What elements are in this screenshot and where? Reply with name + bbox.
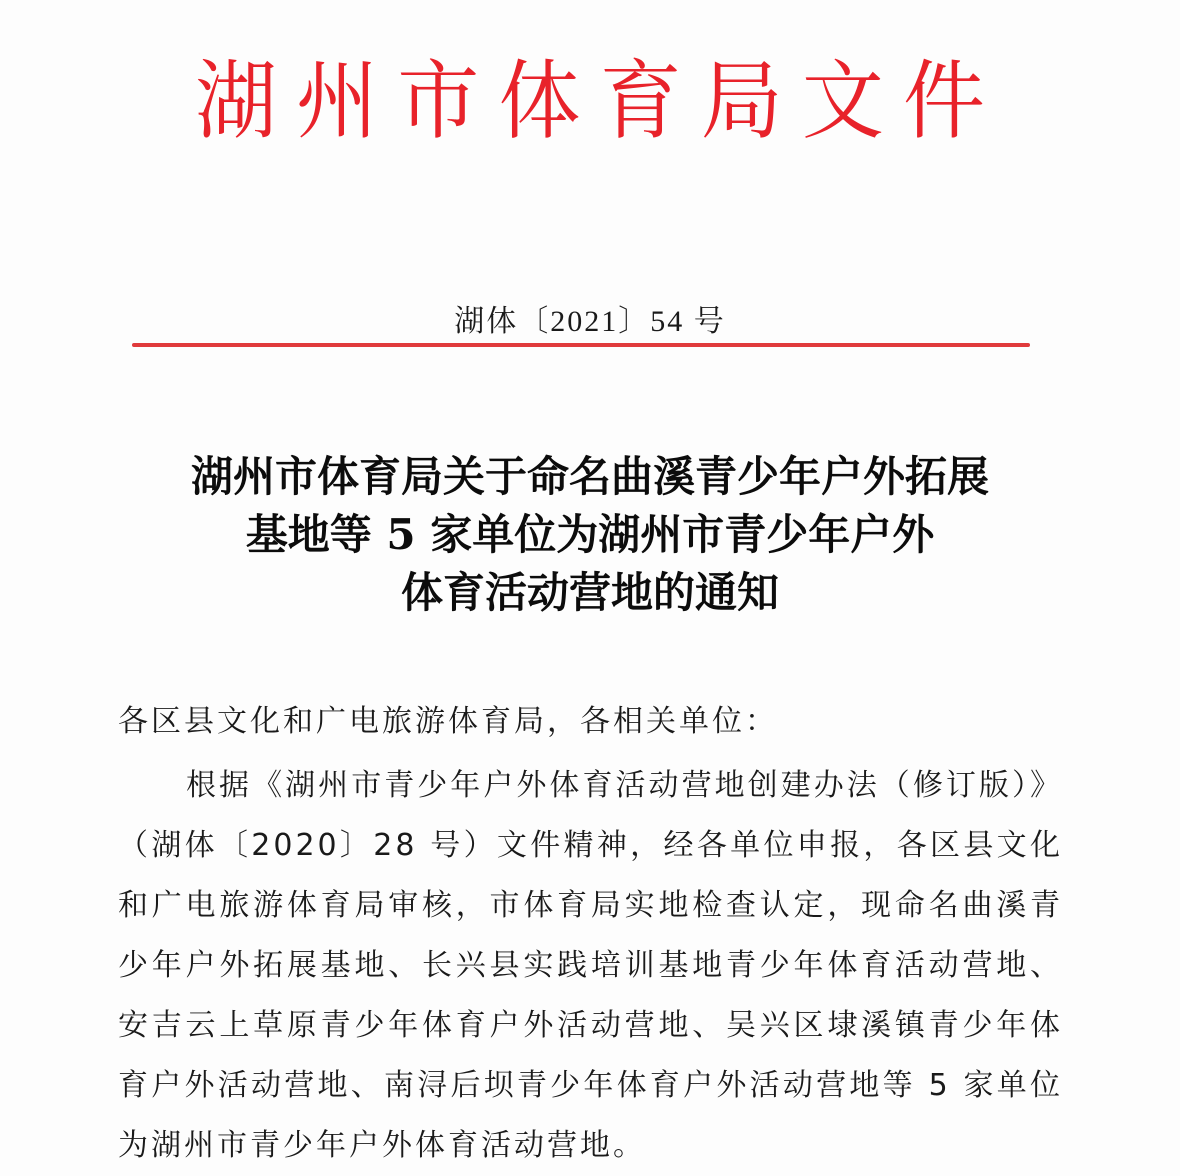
masthead-char: 市 xyxy=(397,51,480,152)
masthead-char: 育 xyxy=(599,51,682,152)
salutation: 各区县文化和广电旅游体育局，各相关单位： xyxy=(118,704,778,739)
title-line: 体育活动营地的通知 xyxy=(400,568,779,617)
title-line: 湖州市体育局关于命名曲溪青少年户外拓展 xyxy=(190,452,989,501)
red-separator-line xyxy=(132,343,1030,347)
masthead-char: 体 xyxy=(498,51,581,152)
body-line: 和广电旅游体育局审核，市体育局实地检查认定，现命名曲溪青 xyxy=(118,888,1063,923)
body-line: 育户外活动营地、南浔后坝青少年体育户外活动营地等 5 家单位 xyxy=(118,1068,1063,1103)
title-line: 基地等 5 家单位为湖州市青少年户外 xyxy=(245,510,935,559)
masthead-char: 件 xyxy=(902,51,985,152)
body-paragraph xyxy=(118,756,1063,1176)
document-number: 湖体〔2021〕54 号 xyxy=(454,305,726,338)
masthead-char: 湖 xyxy=(195,51,278,152)
masthead-char: 文 xyxy=(801,51,884,152)
body-line: 为湖州市青少年户外体育活动营地。 xyxy=(118,1128,646,1163)
masthead-title xyxy=(195,52,985,152)
notice-title xyxy=(100,448,1080,622)
body-line: （湖体〔2020〕28 号）文件精神，经各单位申报，各区县文化 xyxy=(118,828,1063,863)
masthead-char: 局 xyxy=(700,51,783,152)
masthead-char: 州 xyxy=(296,51,379,152)
body-line: 少年户外拓展基地、长兴县实践培训基地青少年体育活动营地、 xyxy=(118,948,1063,983)
body-line: 安吉云上草原青少年体育户外活动营地、吴兴区埭溪镇青少年体 xyxy=(118,1008,1063,1043)
body-line: 根据《湖州市青少年户外体育活动营地创建办法（修订版）》 xyxy=(186,768,1063,803)
